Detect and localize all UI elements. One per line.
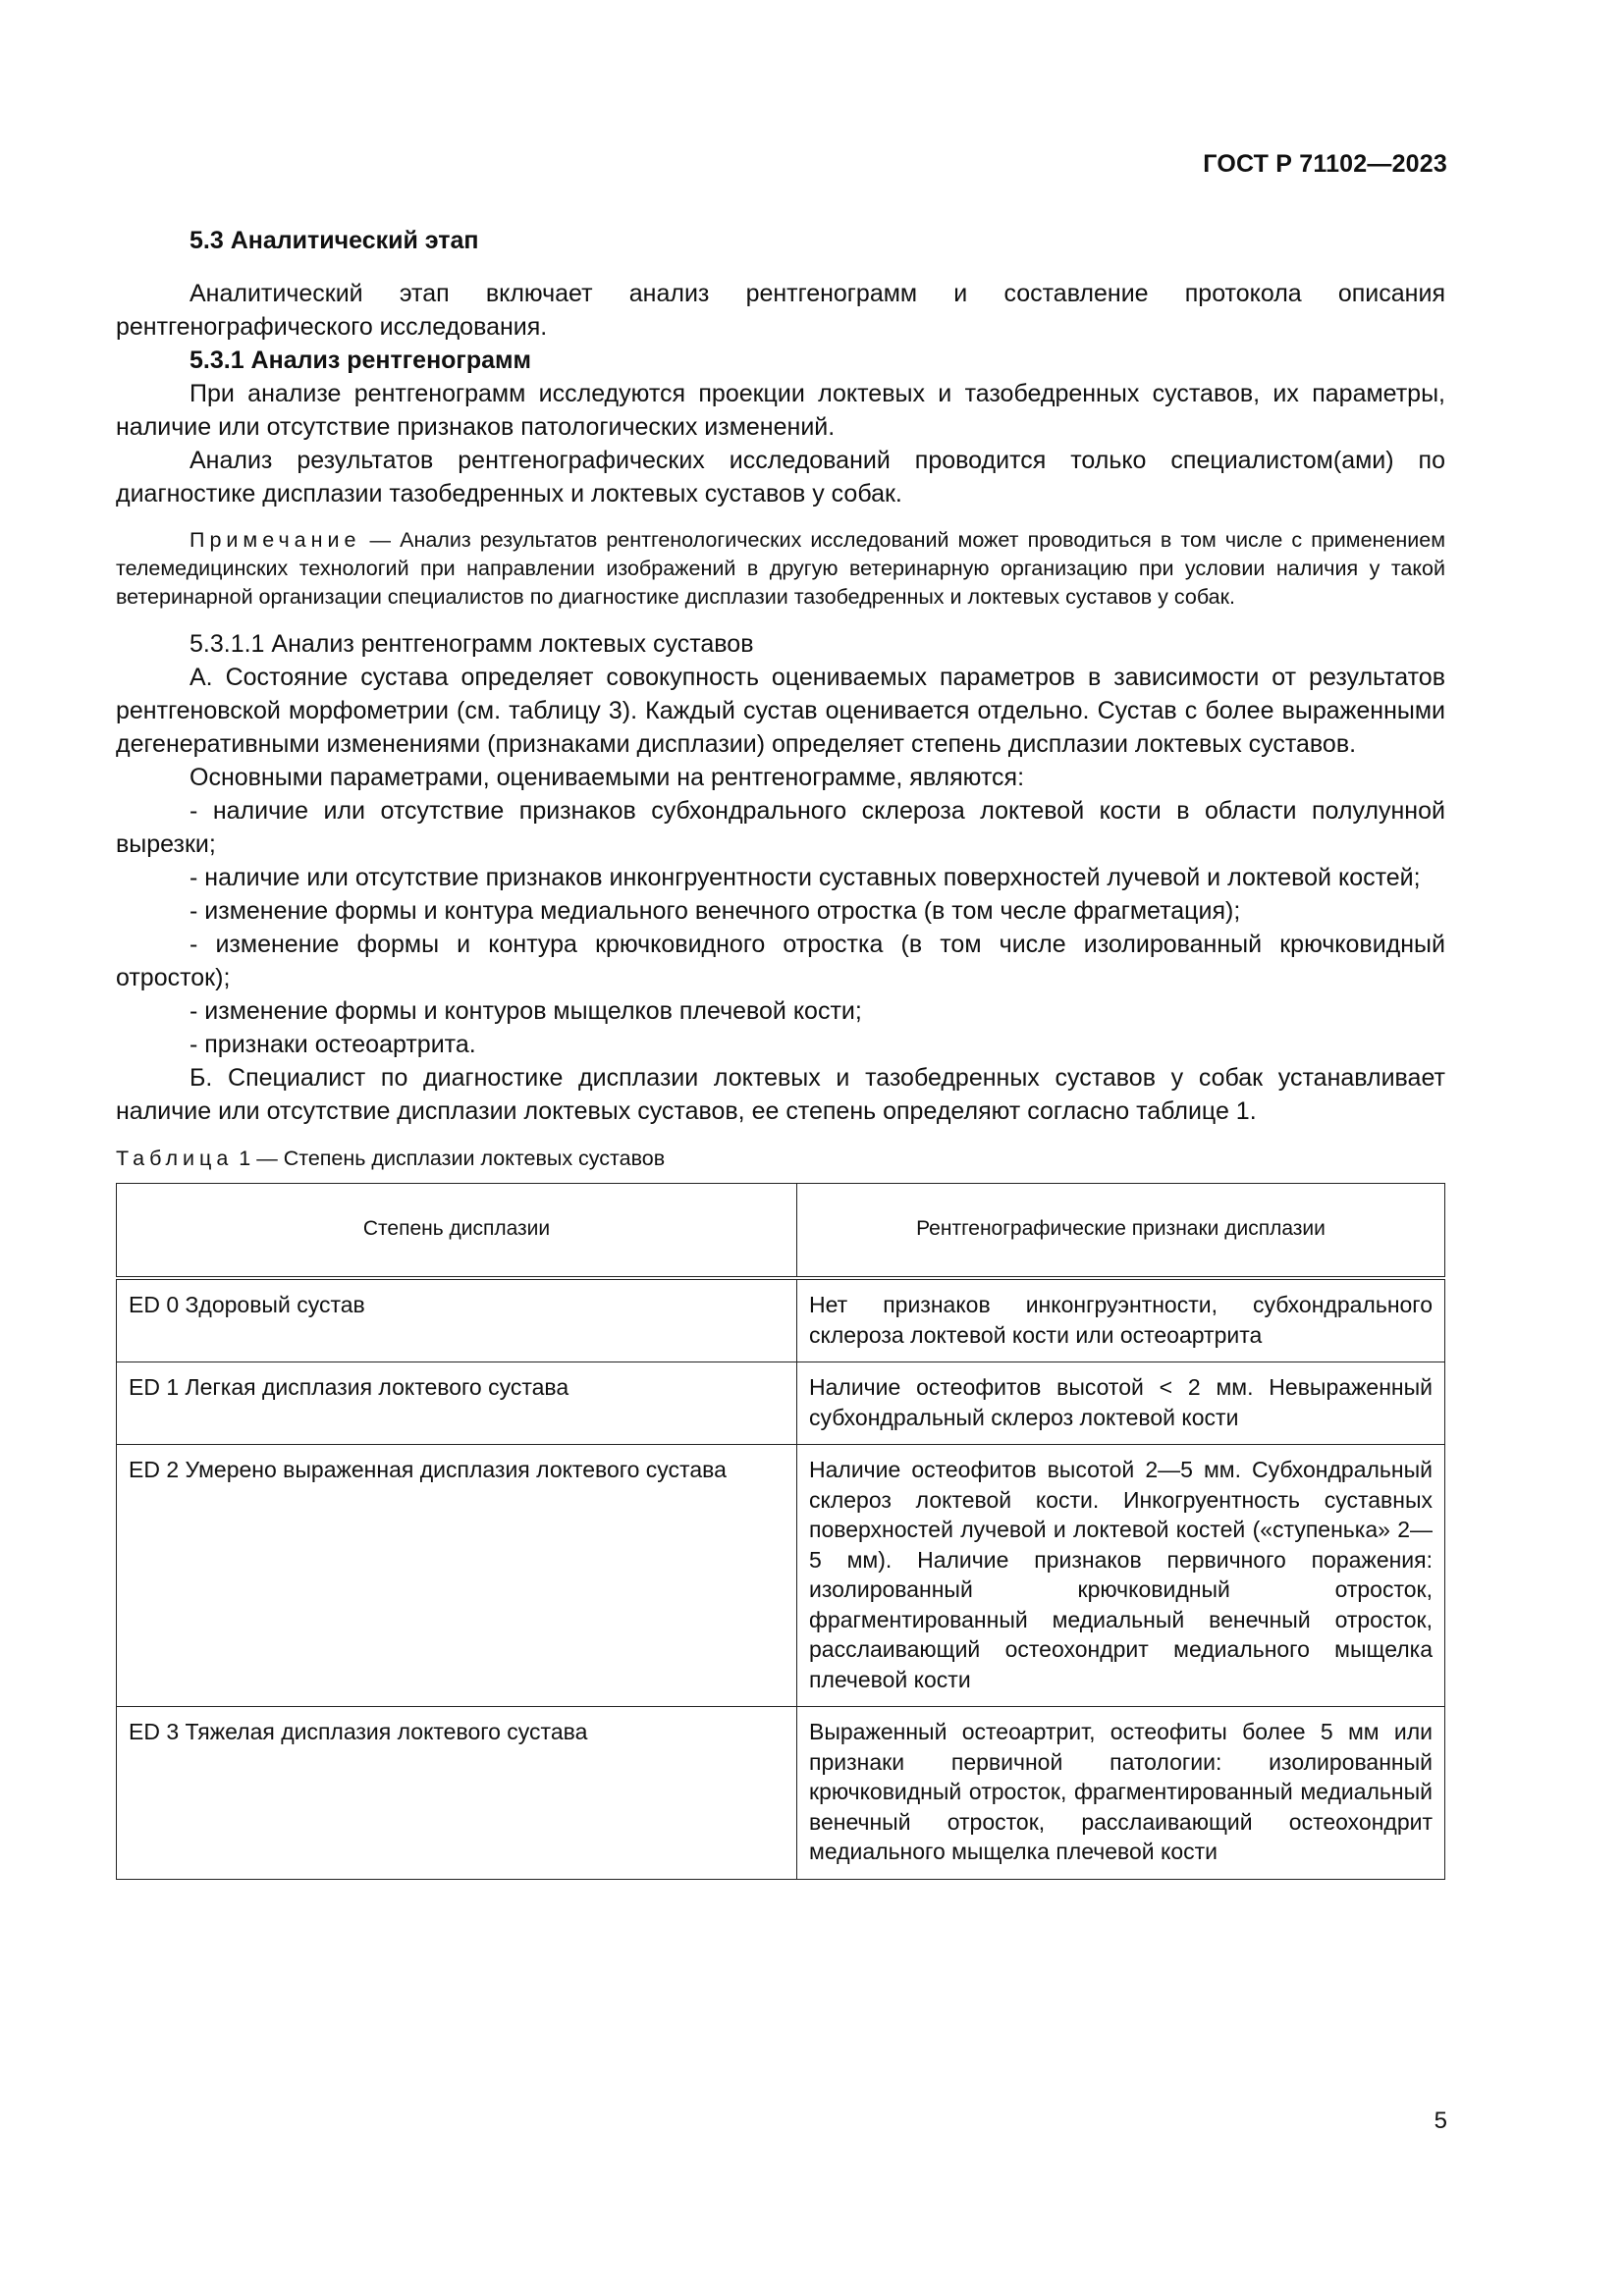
section-5-3-1-title: 5.3.1 Анализ рентгенограмм: [189, 347, 532, 374]
table-row: [117, 1445, 1445, 1707]
document-id: ГОСТ Р 71102—2023: [1203, 150, 1447, 178]
paragraph-a: А. Состояние сустава определяет совокупность оцениваемых параметров в зависимости от результатов рентгеновской морфометрии (см. таблицу 3). Каждый сустав оценивается отдельно. Сустав с более выраженными дегенеративными изменениями (признаками дисплазии) определяет степень дисплазии локтевых суставов.: [116, 664, 1445, 758]
signs-cell: Нет признаков инконгруэнтности, субхондрального склероза локтевой кости или остеоартрита: [797, 1278, 1445, 1362]
page-content: [116, 224, 1445, 1880]
signs-cell: Выраженный остеоартрит, остеофиты более 5 мм или признаки первичной патологии: изолированный крючковидный отросток, фрагментированный медиальный венечный отросток, расслаивающий остеохондрит медиального мыщелка плечевой кости: [797, 1707, 1445, 1880]
table-header-row: [117, 1184, 1445, 1279]
section-5-3-1-para2: Анализ результатов рентгенографических исследований проводится только специалистом(ами) по диагностике дисплазии тазобедренных и локтевых суставов у собак.: [116, 447, 1445, 507]
table-caption-label: Таблица: [116, 1147, 234, 1170]
section-5-3-1-para1: При анализе рентгенограмм исследуются проекции локтевых и тазобедренных суставов, их параметры, наличие или отсутствие признаков патологических изменений.: [116, 380, 1445, 441]
signs-cell: Наличие остеофитов высотой < 2 мм. Невыраженный субхондральный склероз локтевой кости: [797, 1362, 1445, 1445]
grade-cell: ED 1 Легкая дисплазия локтевого сустава: [117, 1362, 797, 1445]
header-signs: Рентгенографические признаки дисплазии: [797, 1184, 1445, 1279]
dysplasia-table: [116, 1183, 1445, 1880]
table-row: [117, 1278, 1445, 1362]
grade-cell: ED 0 Здоровый сустав: [117, 1278, 797, 1362]
list-item: - наличие или отсутствие признаков субхондрального склероза локтевой кости в области полулунной вырезки;: [116, 797, 1445, 858]
section-5-3-1-1-title: 5.3.1.1 Анализ рентгенограмм локтевых суставов: [189, 630, 754, 658]
table-caption: [116, 1144, 1445, 1173]
params-intro: Основными параметрами, оцениваемыми на рентгенограмме, являются:: [189, 764, 1025, 791]
list-item: - признаки остеоартрита.: [189, 1031, 476, 1058]
list-item: - изменение формы и контура медиального венечного отростка (в том чесле фрагметация);: [189, 897, 1241, 925]
grade-cell: ED 2 Умерено выраженная дисплазия локтевого сустава: [117, 1445, 797, 1707]
table-row: [117, 1362, 1445, 1445]
header-grade: Степень дисплазии: [117, 1184, 797, 1279]
signs-cell: Наличие остеофитов высотой 2—5 мм. Субхондральный склероз локтевой кости. Инкогруентность суставных поверхностей лучевой и локтевой костей («ступенька» 2—5 мм). Наличие признаков первичного поражения: изолированный крючковидный отросток, фрагментированный медиальный венечный отросток, расслаивающий остеохондрит медиального мыщелка плечевой кости: [797, 1445, 1445, 1707]
note-label: Примечание: [189, 528, 361, 552]
grade-cell: ED 3 Тяжелая дисплазия локтевого сустава: [117, 1707, 797, 1880]
note-text: — Анализ результатов рентгенологических исследований может проводиться в том числе с применением телемедицинских технологий при направлении изображений в другую ветеринарную организацию при условии наличия у такой ветеринарной организации специалистов по диагностике дисплазии тазобедренных и локтевых суставов у собак.: [116, 528, 1445, 609]
list-item: - изменение формы и контуров мыщелков плечевой кости;: [189, 997, 862, 1025]
section-5-3-title: 5.3 Аналитический этап: [189, 227, 479, 254]
section-5-3-intro: Аналитический этап включает анализ рентгенограмм и составление протокола описания рентгенографического исследования.: [116, 280, 1445, 341]
paragraph-b: Б. Специалист по диагностике дисплазии локтевых и тазобедренных суставов у собак устанавливает наличие или отсутствие дисплазии локтевых суставов, ее степень определяют согласно таблице 1.: [116, 1064, 1445, 1125]
note: [116, 526, 1445, 612]
list-item: - наличие или отсутствие признаков инконгруентности суставных поверхностей лучевой и локтевой костей;: [189, 864, 1421, 891]
list-item: - изменение формы и контура крючковидного отростка (в том числе изолированный крючковидный отросток);: [116, 931, 1445, 991]
table-caption-text: 1 — Степень дисплазии локтевых суставов: [233, 1147, 666, 1170]
table-row: [117, 1707, 1445, 1880]
page-number: 5: [1434, 2108, 1447, 2134]
